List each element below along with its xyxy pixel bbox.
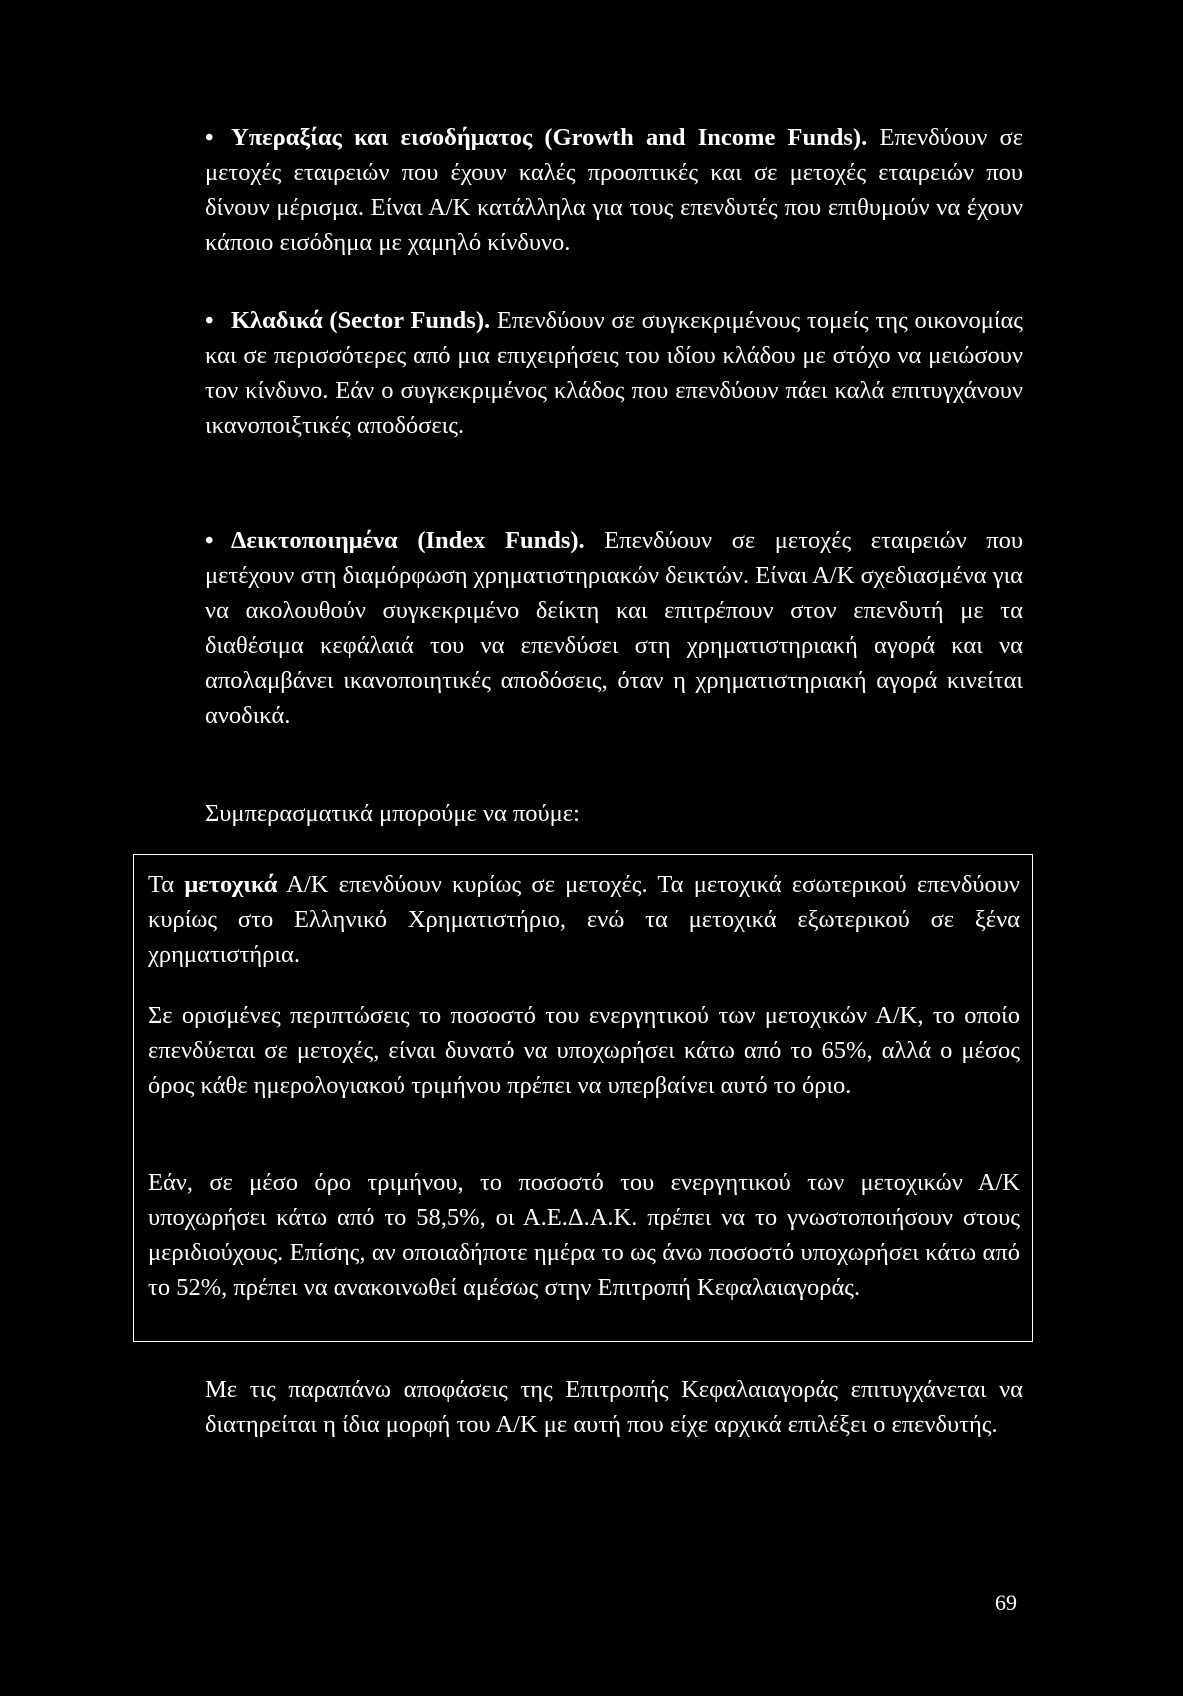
bullet-marker: • — [205, 124, 214, 151]
bullet-growth-income — [205, 120, 1023, 260]
bullet-text: Επενδύουν σε μετοχές εταιρειών που έχουν καλές προοπτικές και σε μετοχές εταιρειών που δίνουν μέρισμα. Είναι Α/Κ κατάλληλα για τους επενδυτές που επιθυμούν να έχουν κάποιο εισόδημα με χαμηλό κίνδυνο. — [205, 124, 1023, 256]
bullet-heading: Κλαδικά (Sector Funds). — [231, 307, 491, 334]
bullet-marker: • — [205, 527, 214, 554]
bullet-text: Επενδύουν σε μετοχές εταιρειών που μετέχουν στη διαμόρφωση χρηματιστηριακών δεικτών. Είναι Α/Κ σχεδιασμένα για να ακολουθούν συγκεκριμένο δείκτη και επιτρέπουν στον επενδυτή με τα διαθέσιμα κεφάλαιά του να επενδύσει στη χρηματιστηριακή αγορά και να απολαμβάνει ικανοποιητικές αποδόσεις, όταν η χρηματιστηριακή αγορά κινείται ανοδικά. — [205, 527, 1023, 729]
box-p1-start: Τα — [148, 871, 185, 898]
bullet-index — [205, 523, 1023, 733]
box-p1-rest: Α/Κ επενδύουν κυρίως σε μετοχές. Τα μετοχικά εσωτερικού επενδύουν κυρίως στο Ελληνικό Χρηματιστήριο, ενώ τα μετοχικά εξωτερικού σε ξένα χρηματιστήρια. — [148, 871, 1020, 968]
bullet-heading: Δεικτοποιημένα (Index Funds). — [231, 527, 585, 554]
box-paragraph-1 — [148, 867, 1020, 972]
bullet-text: Επενδύουν σε συγκεκριμένους τομείς της οικονομίας και σε περισσότερες από μια επιχειρήσεις του ιδίου κλάδου με στόχο να μειώσουν τον κίνδυνο. Εάν ο συγκεκριμένος κλάδος που επενδύουν πάει καλά επιτυγχάνουν ικανοποιξτικές αποδόσεις. — [205, 307, 1023, 439]
bullet-marker: • — [205, 307, 214, 334]
box-paragraph-2: Σε ορισμένες περιπτώσεις το ποσοστό του ενεργητικού των μετοχικών Α/Κ, το οποίο επενδύεται σε μετοχές, είναι δυνατό να υποχωρήσει κάτω από το 65%, αλλά ο μέσος όρος κάθε ημερολογιακού τριμήνου πρέπει να υπερβαίνει αυτό το όριο. — [148, 1002, 1020, 1099]
closing-paragraph: Με τις παραπάνω αποφάσεις της Επιτροπής Κεφαλαιαγοράς επιτυγχάνεται να διατηρείται η ίδια μορφή του Α/Κ με αυτή που είχε αρχικά επιλέξει ο επενδυτής. — [205, 1376, 1023, 1438]
summary-box — [133, 854, 1033, 1342]
box-p1-bold: μετοχικά — [184, 871, 278, 898]
page-number: 69 — [995, 1590, 1017, 1615]
bullet-heading: Υπεραξίας και εισοδήματος (Growth and Income Funds). — [231, 124, 868, 151]
bullet-sector — [205, 303, 1023, 443]
box-paragraph-3: Εάν, σε μέσο όρο τριμήνου, το ποσοστό του ενεργητικού των μετοχικών Α/Κ υποχωρήσει κάτω από το 58,5%, οι Α.Ε.Δ.Α.Κ. πρέπει να το γνωστοποιήσουν στους μεριδιούχους. Επίσης, αν οποιαδήποτε ημέρα το ως άνω ποσοστό υποχωρήσει κάτω από το 52%, πρέπει να ανακοινωθεί αμέσως στην Επιτροπή Κεφαλαιαγοράς. — [148, 1169, 1020, 1301]
conclusion-intro: Συμπερασματικά μπορούμε να πούμε: — [205, 800, 580, 827]
